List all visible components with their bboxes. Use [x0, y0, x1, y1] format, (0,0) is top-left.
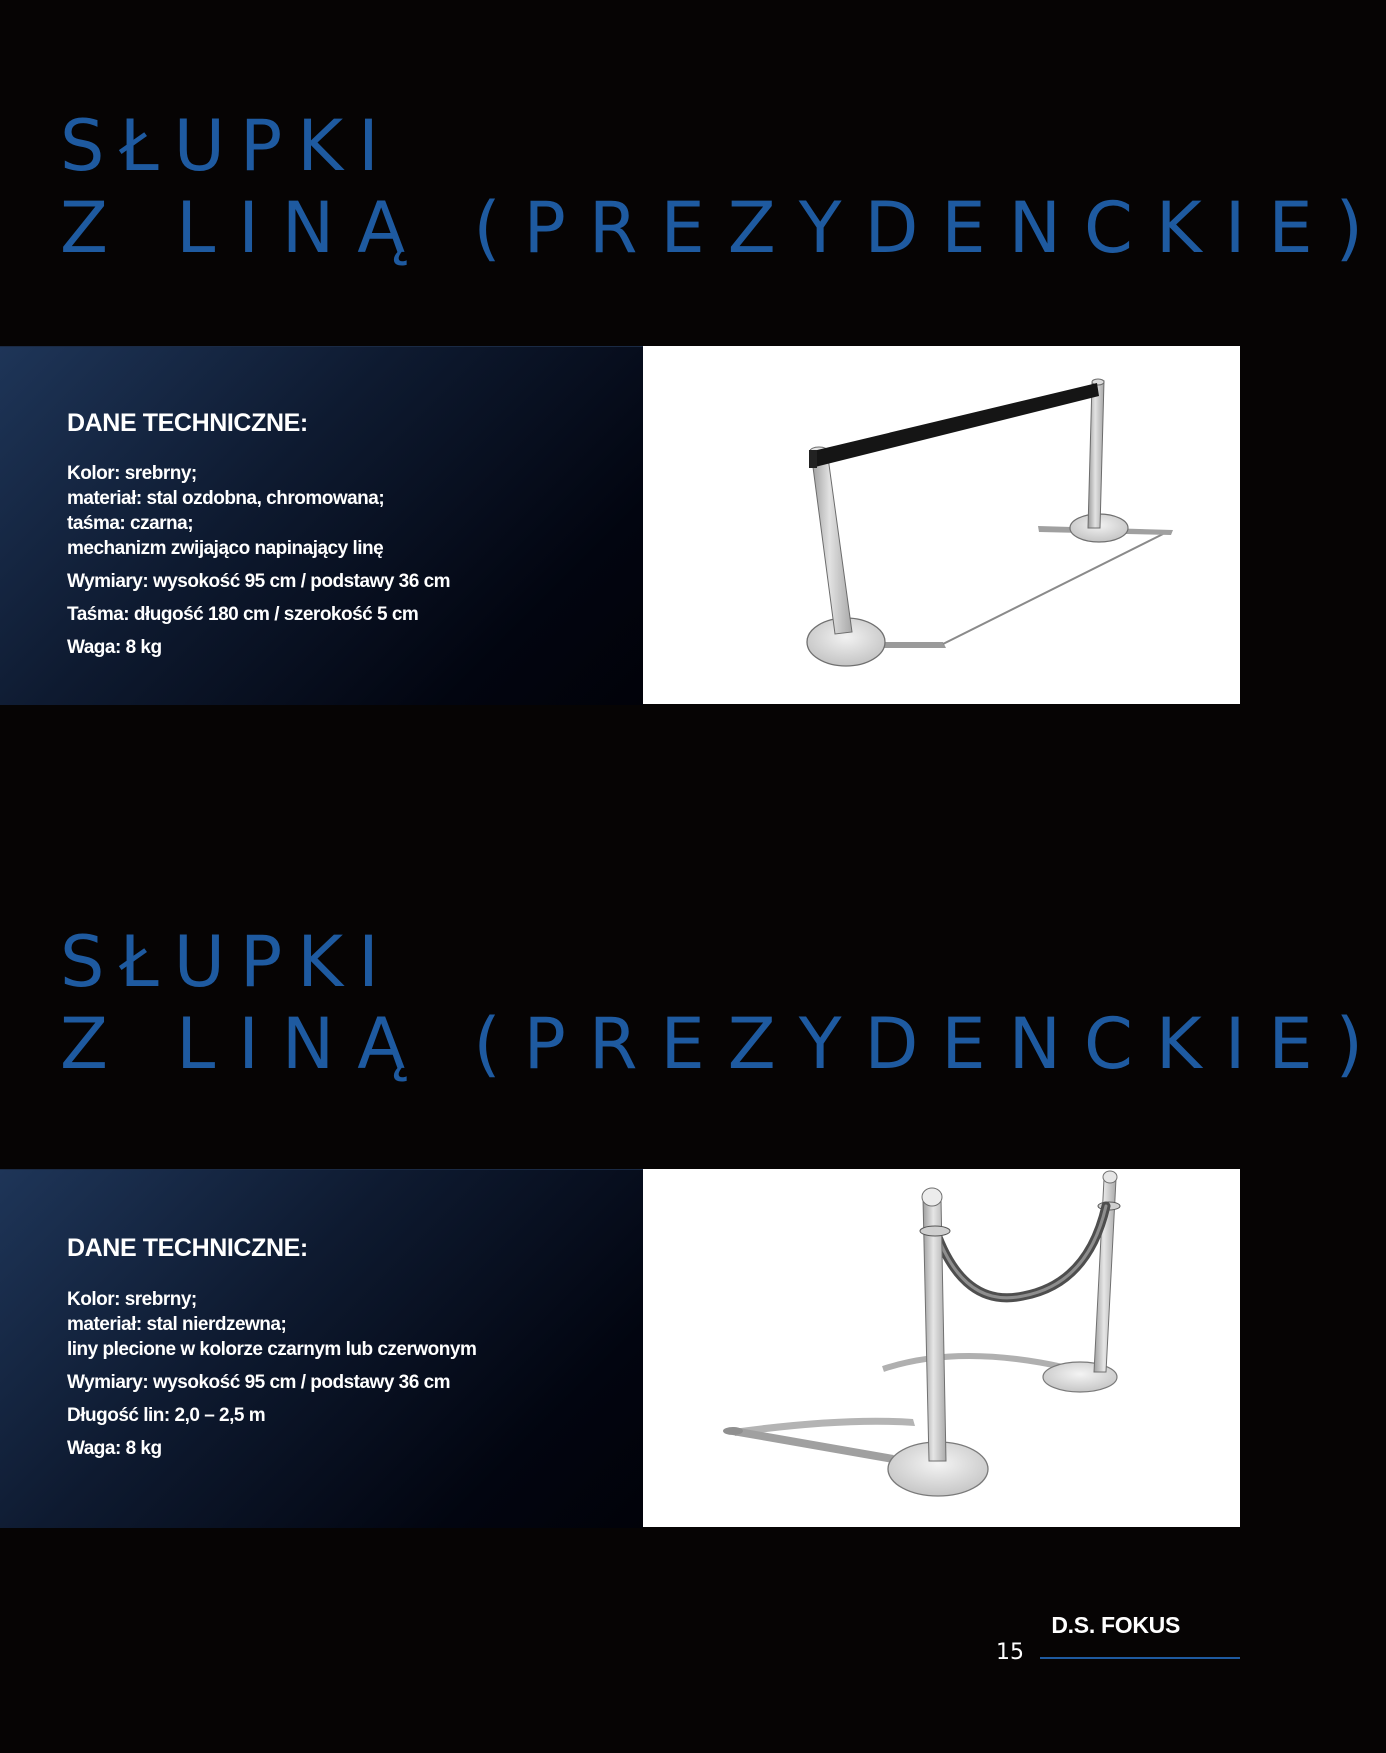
shadow [883, 1356, 1063, 1369]
section-2-title-line2: Z LINĄ (PREZYDENCKIE) [60, 1003, 1386, 1085]
spec-item: Wymiary: wysokość 95 cm / podstawy 36 cm [67, 1372, 451, 1393]
section-1-specs-list [67, 461, 450, 660]
page-number: 15 [996, 1640, 1024, 1665]
spec-item: Kolor: srebrny; [67, 1289, 197, 1310]
post [1088, 381, 1104, 528]
spec-item: taśma: czarna; [67, 513, 194, 534]
section-1-title-line1: SŁUPKI [60, 105, 394, 187]
rope [935, 1206, 1106, 1298]
spec-item: Waga: 8 kg [67, 637, 162, 658]
spec-item: liny plecione w kolorze czarnym lub czerwonym [67, 1339, 477, 1360]
section-1-specs-heading: DANE TECHNICZNE: [67, 409, 308, 437]
shadow [733, 1431, 893, 1459]
section-2-title-line1: SŁUPKI [60, 921, 394, 1003]
spec-item: mechanizm zwijająco napinający linę [67, 538, 384, 559]
footer-divider [1040, 1657, 1240, 1659]
section-2-product-image [643, 1169, 1240, 1527]
belt-clip [809, 450, 817, 468]
spec-item: materiał: stal ozdobna, chromowana; [67, 488, 385, 509]
section-2-specs-list [67, 1287, 476, 1461]
spec-item: Taśma: długość 180 cm / szerokość 5 cm [67, 604, 419, 625]
shadow [723, 1427, 743, 1435]
spec-item: materiał: stal nierdzewna; [67, 1314, 287, 1335]
rope-ring [920, 1226, 950, 1236]
post-cap [922, 1188, 942, 1206]
belt [813, 383, 1099, 467]
section-1-title [60, 105, 1386, 269]
section-2-specs-panel [0, 1169, 643, 1528]
rope [935, 1206, 1106, 1298]
spec-item: Wymiary: wysokość 95 cm / podstawy 36 cm [67, 571, 451, 592]
spec-item: Długość lin: 2,0 – 2,5 m [67, 1405, 266, 1426]
section-1-title-line2: Z LINĄ (PREZYDENCKIE) [60, 187, 1386, 269]
post-cap [1103, 1171, 1117, 1183]
rope-stanchion-illustration [643, 1169, 1240, 1527]
shadow [943, 534, 1163, 644]
post [811, 450, 852, 634]
spec-item: Kolor: srebrny; [67, 463, 197, 484]
section-2-title [60, 921, 1386, 1085]
belt-stanchion-illustration [643, 346, 1240, 704]
section-1-product-image [643, 346, 1240, 704]
footer-brand: D.S. FOKUS [1051, 1612, 1180, 1638]
section-2-specs-heading: DANE TECHNICZNE: [67, 1234, 308, 1262]
section-1-specs-panel [0, 346, 643, 705]
spec-item: Waga: 8 kg [67, 1438, 162, 1459]
